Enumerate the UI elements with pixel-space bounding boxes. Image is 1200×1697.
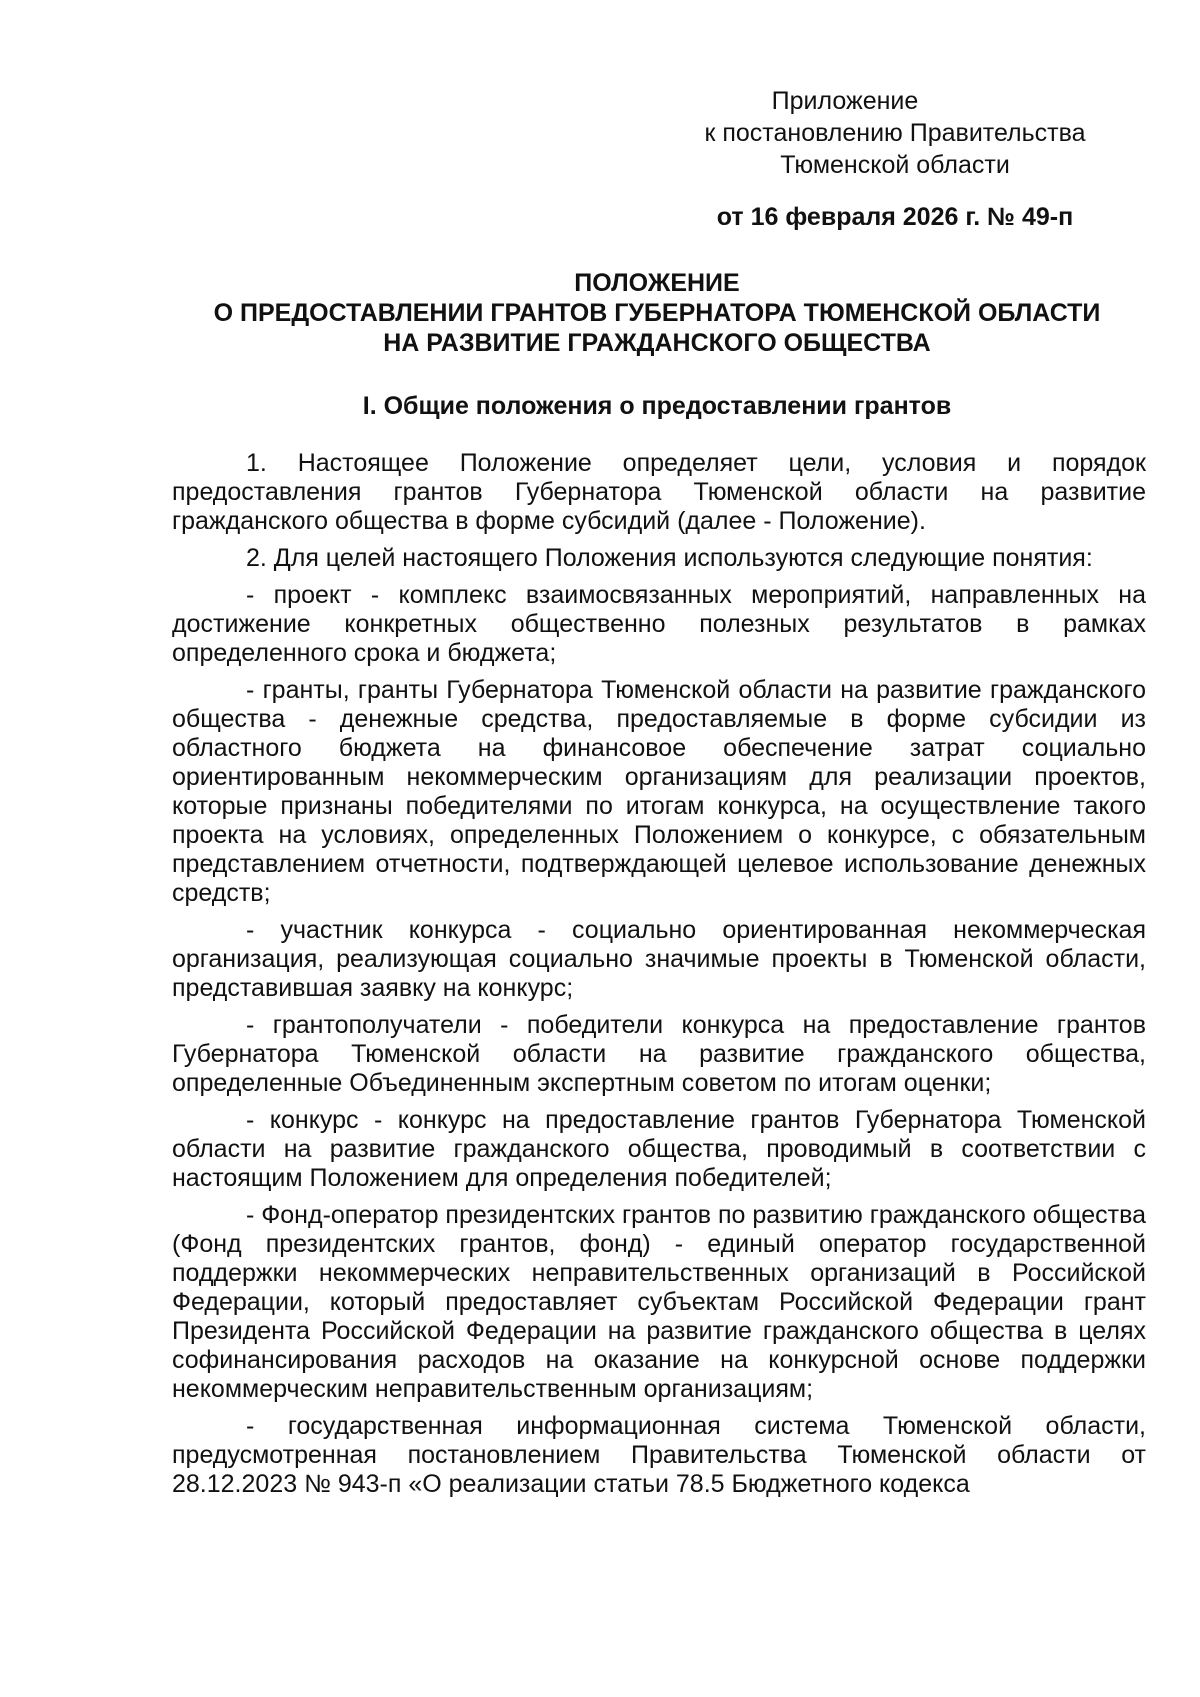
paragraph-2: 2. Для целей настоящего Положения используются следующие понятия:	[246, 544, 1093, 572]
document-title-line-1: ПОЛОЖЕНИЕ	[574, 269, 740, 297]
paragraph-8: - Фонд-оператор президентских грантов по развитию гражданского общества (Фонд президентских грантов, фонд) - единый оператор государственной поддержки некоммерческих неправительственных организаций в Российской Федерации, который предоставляет субъектам Российской Федерации грант Президента Российской Федерации на развитие гражданского общества в целях софинансирования расходов на оказание на конкурсной основе поддержки некоммерческим неправительственным организациям;	[172, 1201, 1146, 1403]
paragraph-4: - гранты, гранты Губернатора Тюменской области на развитие гражданского общества - денежные средства, предоставляемые в форме субсидии из областного бюджета на финансовое обеспечение затрат социально ориентированным некоммерческим организациям для реализации проектов, которые признаны победителями по итогам конкурса, на осуществление такого проекта на условиях, определенных Положением о конкурсе, с обязательным представлением отчетности, подтверждающей целевое использование денежных средств;	[172, 676, 1146, 907]
paragraph-7: - конкурс - конкурс на предоставление грантов Губернатора Тюменской области на развитие гражданского общества, проводимый в соответствии с настоящим Положением для определения победителей;	[172, 1106, 1146, 1192]
document-title-line-3: НА РАЗВИТИЕ ГРАЖДАНСКОГО ОБЩЕСТВА	[383, 329, 931, 357]
appendix-label: Приложение	[771, 87, 919, 115]
paragraph-1: 1. Настоящее Положение определяет цели, условия и порядок предоставления грантов Губернатора Тюменской области на развитие гражданского общества в форме субсидий (далее - Положение).	[172, 449, 1146, 535]
paragraph-6: - грантополучатели - победители конкурса на предоставление грантов Губернатора Тюменской области на развитие гражданского общества, определенные Объединенным экспертным советом по итогам оценки;	[172, 1011, 1146, 1097]
document-title	[157, 268, 1157, 358]
paragraph-3: - проект - комплекс взаимосвязанных мероприятий, направленных на достижение конкретных общественно полезных результатов в рамках определенного срока и бюджета;	[172, 581, 1146, 667]
appendix-resolution-line: к постановлению Правительства	[704, 119, 1086, 147]
appendix-block	[620, 85, 1180, 233]
appendix-region-line: Тюменской области	[780, 151, 1010, 179]
paragraph-9: - государственная информационная система Тюменской области, предусмотренная постановлением Правительства Тюменской области от 28.12.2023 № 943-п «О реализации статьи 78.5 Бюджетного кодекса	[172, 1412, 1146, 1498]
paragraph-5: - участник конкурса - социально ориентированная некоммерческая организация, реализующая социально значимые проекты в Тюменской области, представившая заявку на конкурс;	[172, 916, 1146, 1002]
appendix-date-number: от 16 февраля 2026 г. № 49-п	[716, 203, 1074, 231]
section-heading: I. Общие положения о предоставлении грантов	[362, 392, 952, 420]
document-title-line-2: О ПРЕДОСТАВЛЕНИИ ГРАНТОВ ГУБЕРНАТОРА ТЮМЕНСКОЙ ОБЛАСТИ	[213, 299, 1101, 327]
document-body	[172, 449, 1146, 1507]
